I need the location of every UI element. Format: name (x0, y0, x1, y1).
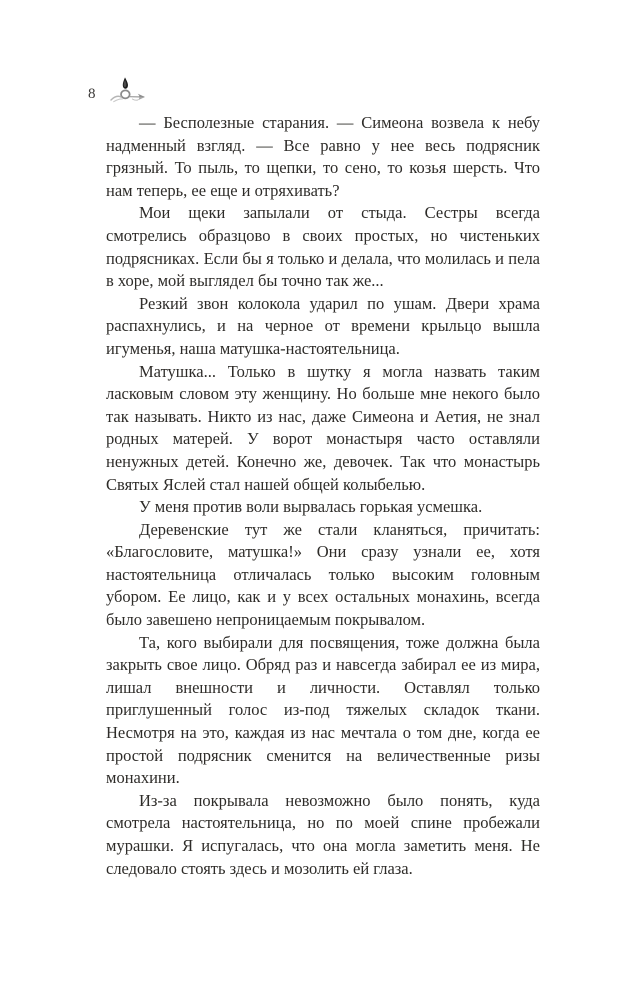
paragraph: Мои щеки запылали от стыда. Сестры всегда смотрелись образцово в своих простых, но чистеньких подрясниках. Если бы я только и делала, что молилась и пела в хоре, мой выглядел бы точно так же... (106, 203, 540, 291)
page-number: 8 (88, 85, 96, 102)
page-header (88, 76, 147, 108)
paragraph: Та, кого выбирали для посвящения, тоже должна была закрыть свое лицо. Обряд раз и навсегда забирал ее из мира, лишал внешности и личности. Оставлял только приглушенный голос из-под тяжелых складок ткани. Несмотря на это, каждая из нас мечтала о том дне, когда ее простой подрясник сменится на величественные ризы монахини. (106, 632, 540, 788)
paragraph: У меня против воли вырвалась горькая усмешка. (139, 497, 483, 517)
paragraph: — Бесполезные старания. — Симеона возвела к небу надменный взгляд. — Все равно у нее весь подрясник грязный. То пыль, то щепки, то сено, то козья шерсть. Что нам теперь, ее еще и отряхивать? (106, 113, 540, 200)
inkwell-flame-sprig-ornament-icon (103, 76, 147, 108)
body-text (106, 112, 540, 880)
paragraph: Деревенские тут же стали кланяться, причитать: «Благословите, матушка!» Они сразу узнали ее, хотя настоятельница отличалась только высоким головным убором. Ее лицо, как и у всех остальных монахинь, всегда было завешено непроницаемым покрывалом. (106, 519, 540, 630)
paragraph: Из-за покрывала невозможно было понять, куда смотрела настоятельница, но по моей спине пробежали мурашки. Я испугалась, что она могла заметить меня. Не следовало стоять здесь и мозолить ей глаза. (106, 790, 540, 878)
paragraph: Резкий звон колокола ударил по ушам. Двери храма распахнулись, и на черное от времени крыльцо вышла игуменья, наша матушка-настоятельница. (106, 293, 540, 358)
paragraph: Матушка... Только в шутку я могла назвать таким ласковым словом эту женщину. Но больше мне некого было так называть. Никто из нас, даже Симеона и Аетия, не знал родных матерей. У ворот монастыря часто оставляли ненужных детей. Конечно же, девочек. Так что монастырь Святых Яслей стал нашей общей колыбелью. (106, 361, 540, 494)
